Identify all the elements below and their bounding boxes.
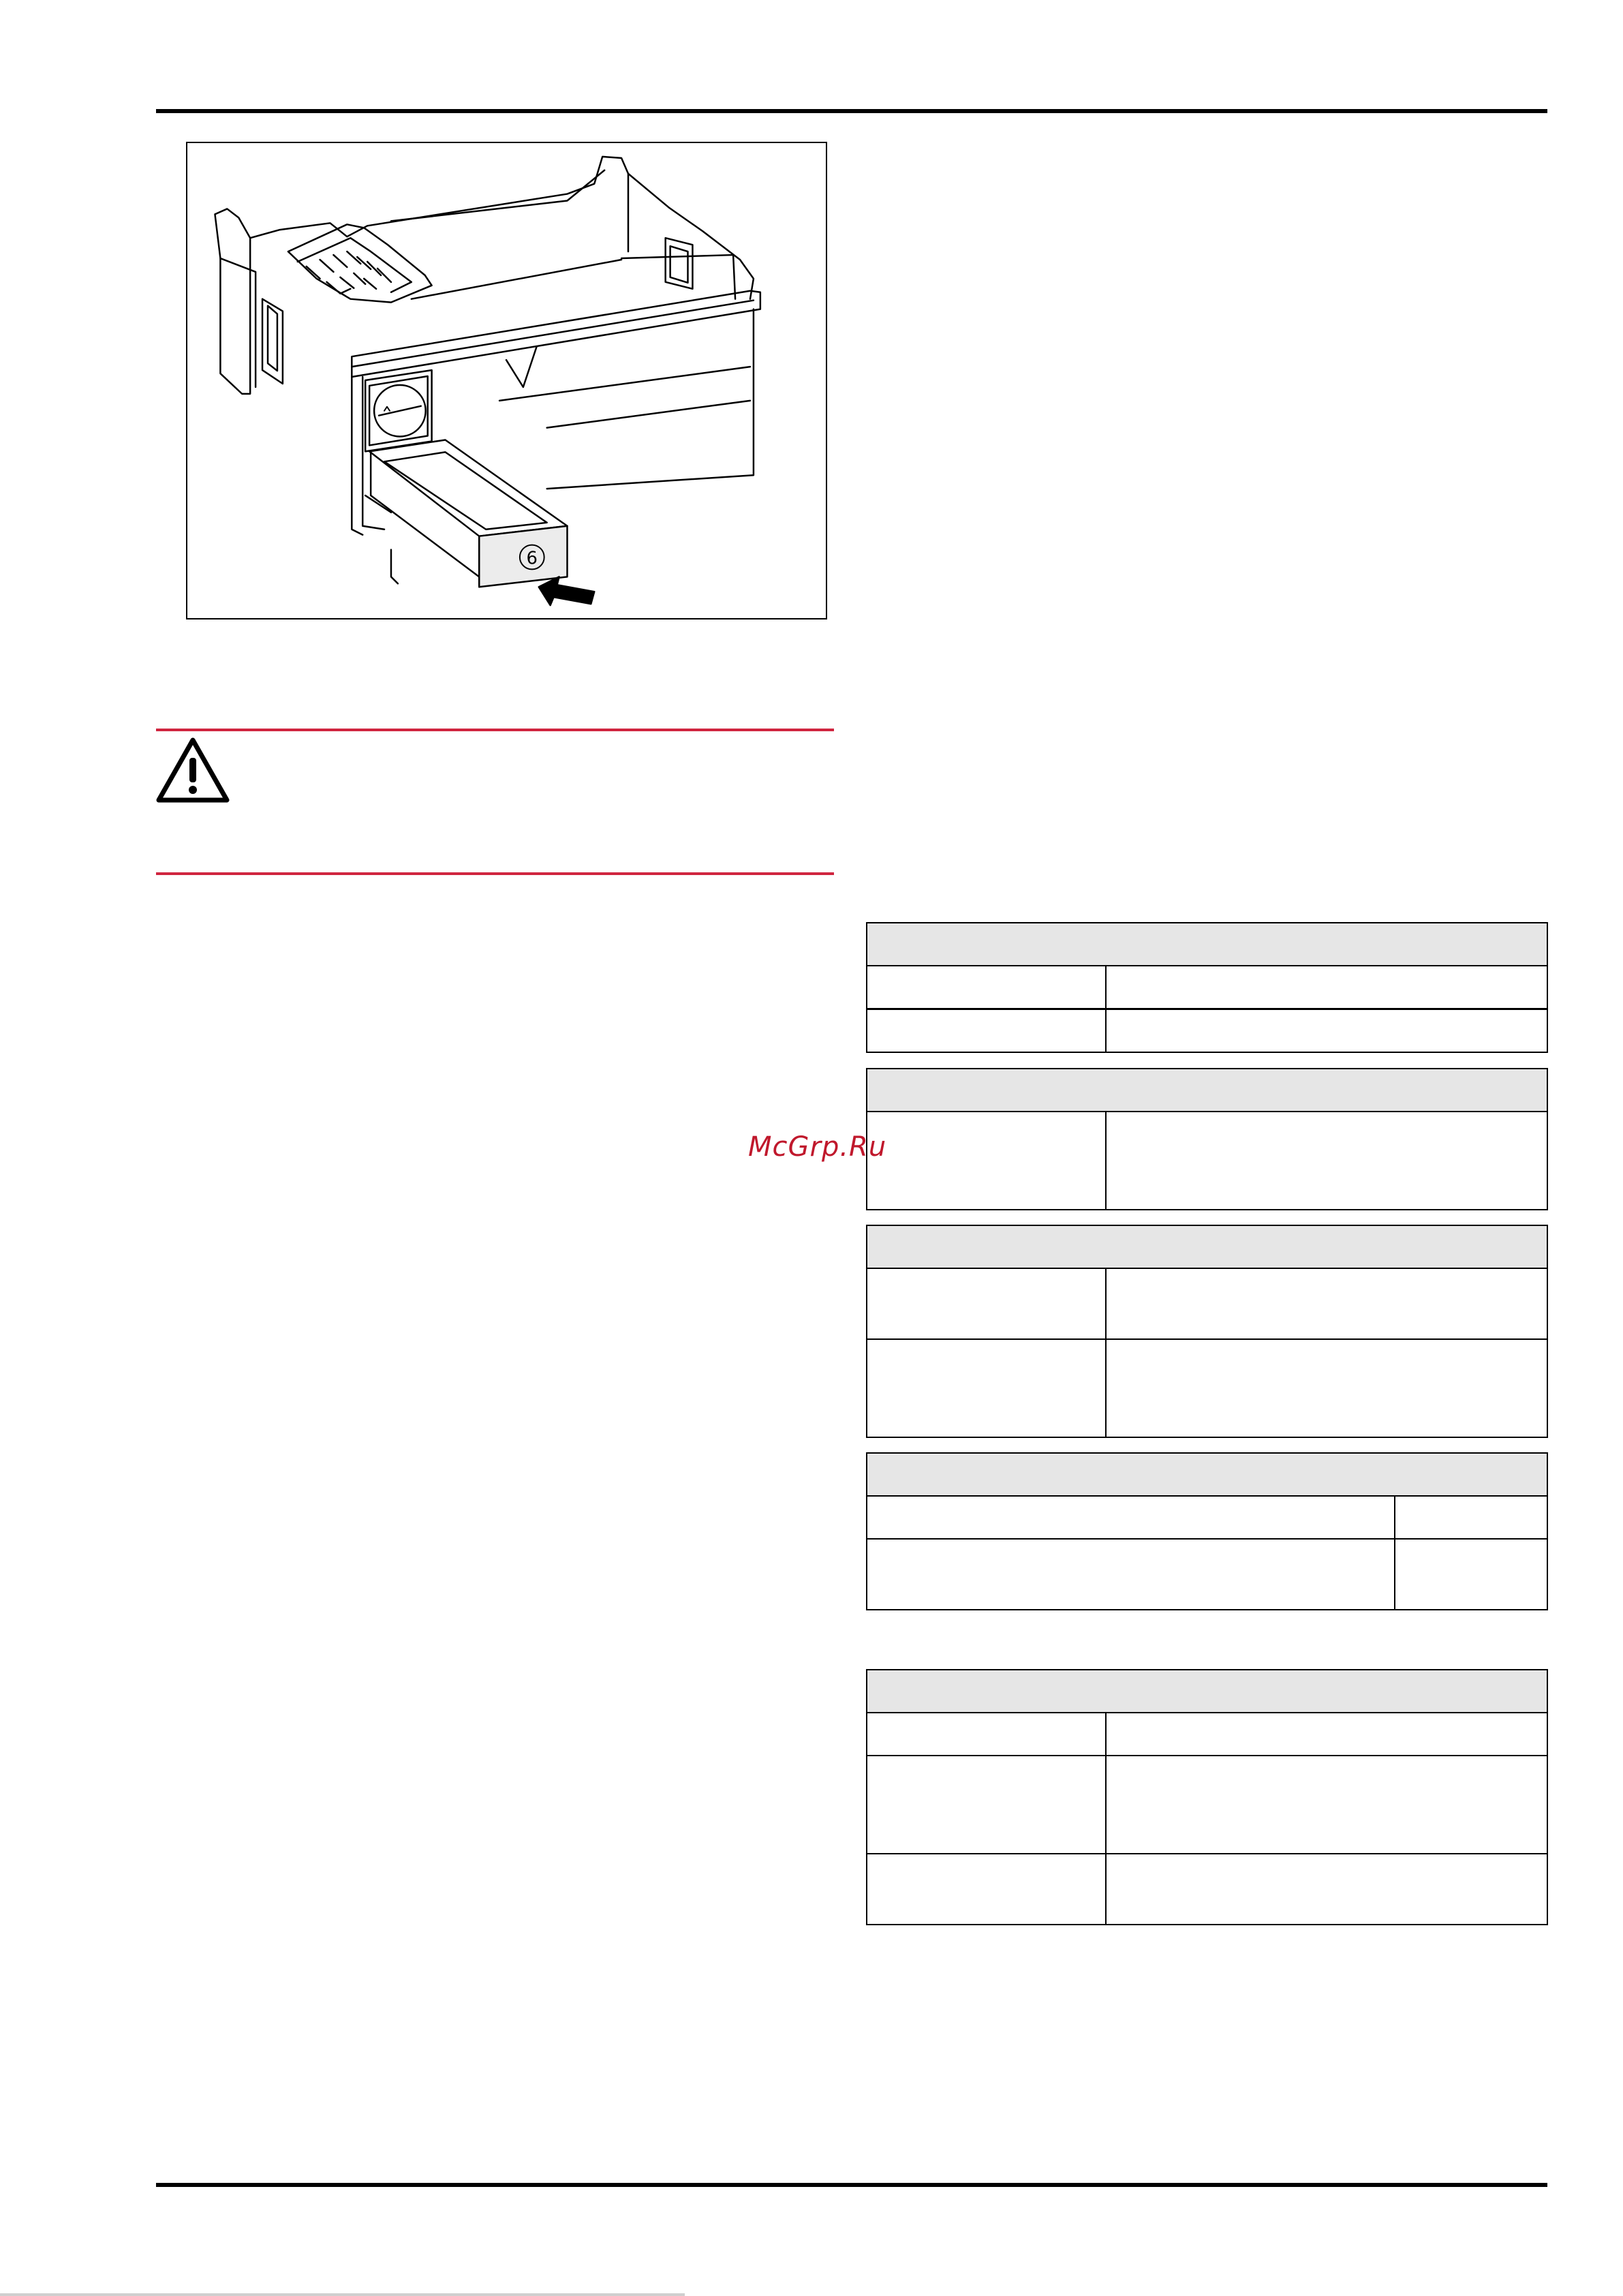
- table-header: [867, 1069, 1547, 1112]
- scan-edge-strip: [0, 2293, 685, 2296]
- spec-table-2: [866, 1068, 1548, 1210]
- spec-table-1: [866, 922, 1548, 1053]
- warning-top-rule: [156, 729, 834, 731]
- page-header-rule: [156, 109, 1547, 113]
- table-cell: [1106, 1854, 1547, 1925]
- table-header: [867, 1453, 1547, 1496]
- table-cell: [1106, 1756, 1547, 1854]
- warning-triangle-icon: [156, 736, 230, 804]
- table-cell: [867, 966, 1106, 1009]
- table-cell: [1395, 1539, 1547, 1610]
- table-cell: [1395, 1496, 1547, 1539]
- table-cell: [1106, 1339, 1547, 1437]
- table-cell: [1106, 1713, 1547, 1756]
- table-header: [867, 923, 1547, 966]
- table-header: [867, 1225, 1547, 1268]
- table-cell: [867, 1112, 1106, 1210]
- table-cell: [867, 1496, 1395, 1539]
- table-cell: [867, 1854, 1106, 1925]
- spec-table-4: [866, 1452, 1548, 1610]
- page-footer-rule: [156, 2183, 1547, 2187]
- table-cell: [1106, 1009, 1547, 1053]
- table-cell: [867, 1756, 1106, 1854]
- watermark: McGrp.Ru: [748, 1131, 887, 1163]
- table-cell: [1106, 1112, 1547, 1210]
- table-cell: [1106, 1268, 1547, 1339]
- table-cell: [1106, 966, 1547, 1009]
- table-cell: [867, 1539, 1395, 1610]
- table-cell: [867, 1009, 1106, 1053]
- arrow-icon: [539, 577, 595, 605]
- drawer-illustration: [186, 142, 827, 619]
- spec-table-5: [866, 1669, 1548, 1925]
- warning-bottom-rule: [156, 872, 834, 875]
- table-header: [867, 1670, 1547, 1713]
- spec-table-3: [866, 1225, 1548, 1438]
- table-cell: [867, 1713, 1106, 1756]
- table-cell: [867, 1268, 1106, 1339]
- callout-number: 6: [526, 548, 538, 569]
- table-cell: [867, 1339, 1106, 1437]
